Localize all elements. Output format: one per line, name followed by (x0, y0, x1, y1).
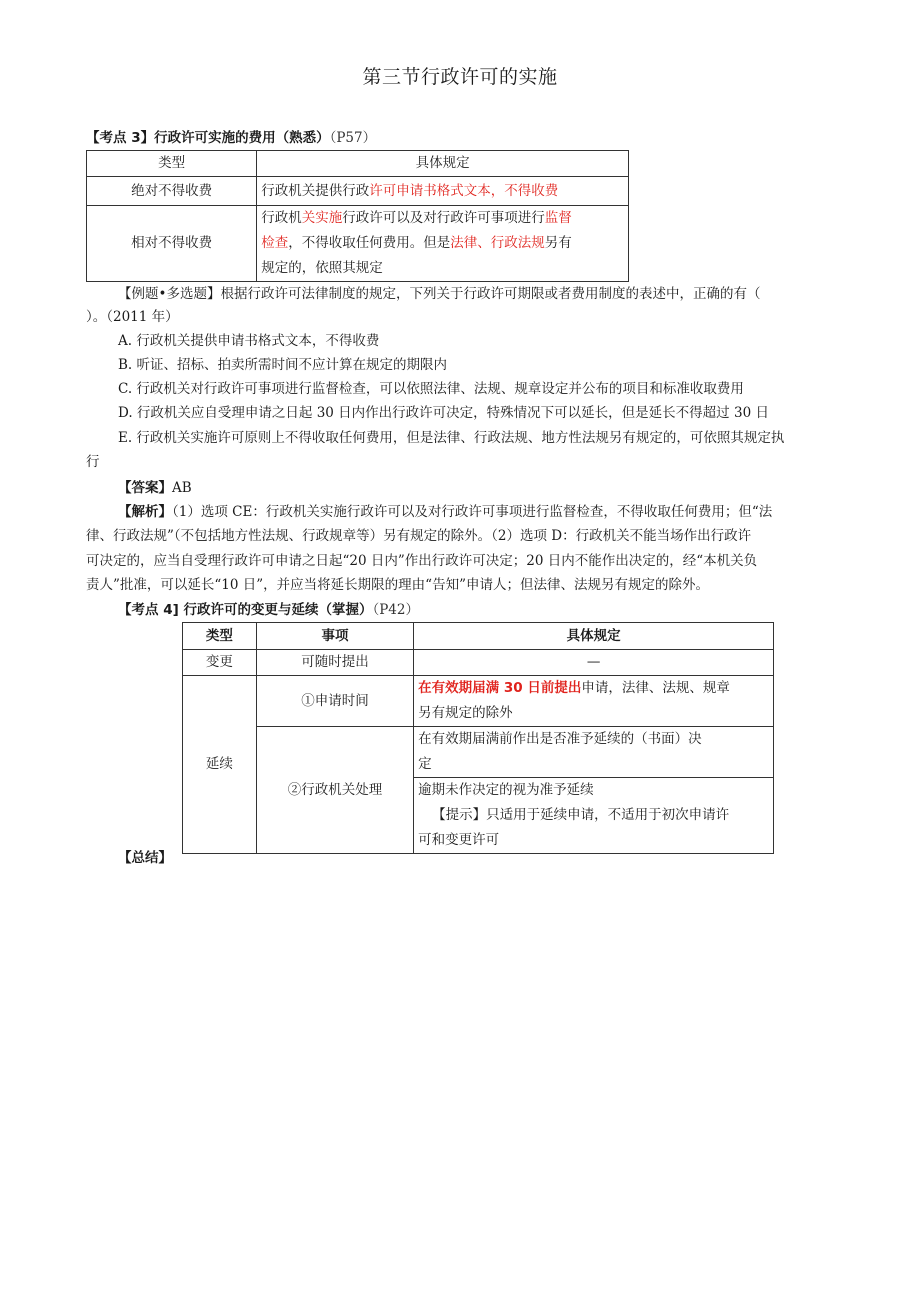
table-row (183, 650, 774, 676)
table-row (183, 676, 774, 727)
rule-text: 规定的，依照其规定 (261, 260, 383, 276)
rule-highlight: 监督 (544, 210, 572, 226)
table-row (183, 727, 774, 778)
option-e-line2: 行 (86, 454, 100, 470)
kd3-heading-text: 【考点 3】行政许可实施的费用（熟悉） (86, 130, 330, 146)
kd3-heading (86, 126, 376, 151)
answer (118, 476, 192, 501)
item-apply-time: ①申请时间 (256, 676, 413, 727)
rule-tip: 【提示】只适用于延续申请，不适用于初次申请许 (432, 807, 730, 823)
answer-value: AB (172, 480, 192, 496)
option-a: A. 行政机关提供申请书格式文本，不得收费 (118, 333, 380, 349)
page-title: 第三节行政许可的实施 (362, 66, 558, 88)
rule-highlight: 关实施 (301, 210, 343, 226)
kd3-page-ref: （P57） (329, 130, 377, 146)
rule-decision (414, 727, 774, 778)
question-stem-line2: ）。（2011 年） (86, 309, 179, 325)
option-d: D. 行政机关应自受理申请之日起 30 日内作出行政许可决定，特殊情况下可以延长，但是延长不得超过 30 日 (118, 405, 769, 421)
col-header-item: 事项 (256, 623, 413, 650)
rule-apply-time (414, 676, 774, 727)
rule-text: 申请，法律、法规、规章 (581, 680, 730, 696)
analysis-label: 【解析】 (118, 504, 172, 520)
answer-label: 【答案】 (118, 480, 172, 496)
kd4-change-renew-table (182, 622, 774, 854)
item-change: 可随时提出 (256, 650, 413, 676)
option-c: C. 行政机关对行政许可事项进行监督检查，可以依照法律、法规、规章设定并公布的项目和标准收取费用 (118, 381, 744, 397)
kd4-heading (118, 598, 419, 623)
table-header-row (183, 623, 774, 650)
item-agency-handling: ②行政机关处理 (256, 727, 413, 854)
analysis-line2: 律、行政法规”（不包括地方性法规、行政规章等）另有规定的除外。（2）选项 D：行政机关不能当场作出行政许 (86, 528, 752, 544)
option-b: B. 听证、招标、拍卖所需时间不应计算在规定的期限内 (118, 357, 448, 373)
rule-overdue (414, 778, 774, 854)
table-row (87, 177, 629, 206)
rule-change: — (414, 650, 774, 676)
col-header-rule: 具体规定 (414, 623, 774, 650)
analysis-line4: 责人”批准，可以延长“10 日”，并应当将延长期限的理由“告知”申请人；但法律、法规另有规定的除外。 (86, 577, 709, 593)
table-header-row (87, 151, 629, 177)
rule-text: ，不得收取任何费用。但是 (288, 235, 451, 251)
option-e-line1: E. 行政机关实施许可原则上不得收取任何费用，但是法律、行政法规、地方性法规另有规定的，可依照其规定执 (118, 430, 785, 446)
kd4-page-ref: （P42） (372, 602, 419, 618)
rule-text: 行政机 (261, 210, 302, 226)
fee-type-absolute: 绝对不得收费 (87, 177, 257, 206)
rule-highlight: 在有效期届满 30 日前提出 (418, 680, 582, 696)
rule-text: 定 (418, 756, 432, 772)
analysis-text: （1）选项 CE：行政机关实施行政许可以及对行政许可事项进行监督检查，不得收取任何费用；但“法 (172, 504, 773, 520)
rule-text: 行政许可以及对行政许可事项进行 (342, 210, 545, 226)
fee-rule-relative (257, 206, 629, 282)
type-change: 变更 (183, 650, 257, 676)
question-stem-line1: 【例题•多选题】根据行政许可法律制度的规定，下列关于行政许可期限或者费用制度的表述中，正确的有（ (118, 286, 761, 302)
rule-text: 另有 (544, 235, 572, 251)
col-header-type: 类型 (87, 151, 257, 177)
rule-highlight: 检查 (261, 235, 289, 251)
analysis-line3: 可决定的，应当自受理行政许可申请之日起“20 日内”作出行政许可决定；20 日内不能作出决定的，经“本机关负 (86, 553, 758, 569)
col-header-type: 类型 (183, 623, 257, 650)
rule-text: 在有效期届满前作出是否准予延续的（书面）决 (418, 731, 702, 747)
rule-text: 行政机关提供行政 (261, 182, 370, 199)
summary-heading: 【总结】 (118, 850, 172, 866)
rule-highlight: 许可申请书格式文本，不得收费 (369, 182, 559, 199)
rule-text: 另有规定的除外 (418, 705, 513, 721)
table-row (87, 206, 629, 282)
type-renew: 延续 (183, 676, 257, 854)
fee-rule-absolute (257, 177, 629, 206)
rule-text: 可和变更许可 (418, 832, 500, 848)
analysis-line1 (118, 500, 772, 525)
kd3-fee-table (86, 150, 629, 282)
rule-text: 逾期未作决定的视为准予延续 (418, 782, 594, 798)
kd4-heading-text: 【考点 4] 行政许可的变更与延续（掌握） (118, 602, 373, 618)
col-header-rule: 具体规定 (257, 151, 629, 177)
fee-type-relative: 相对不得收费 (87, 206, 257, 282)
rule-highlight: 法律、行政法规 (450, 235, 545, 251)
